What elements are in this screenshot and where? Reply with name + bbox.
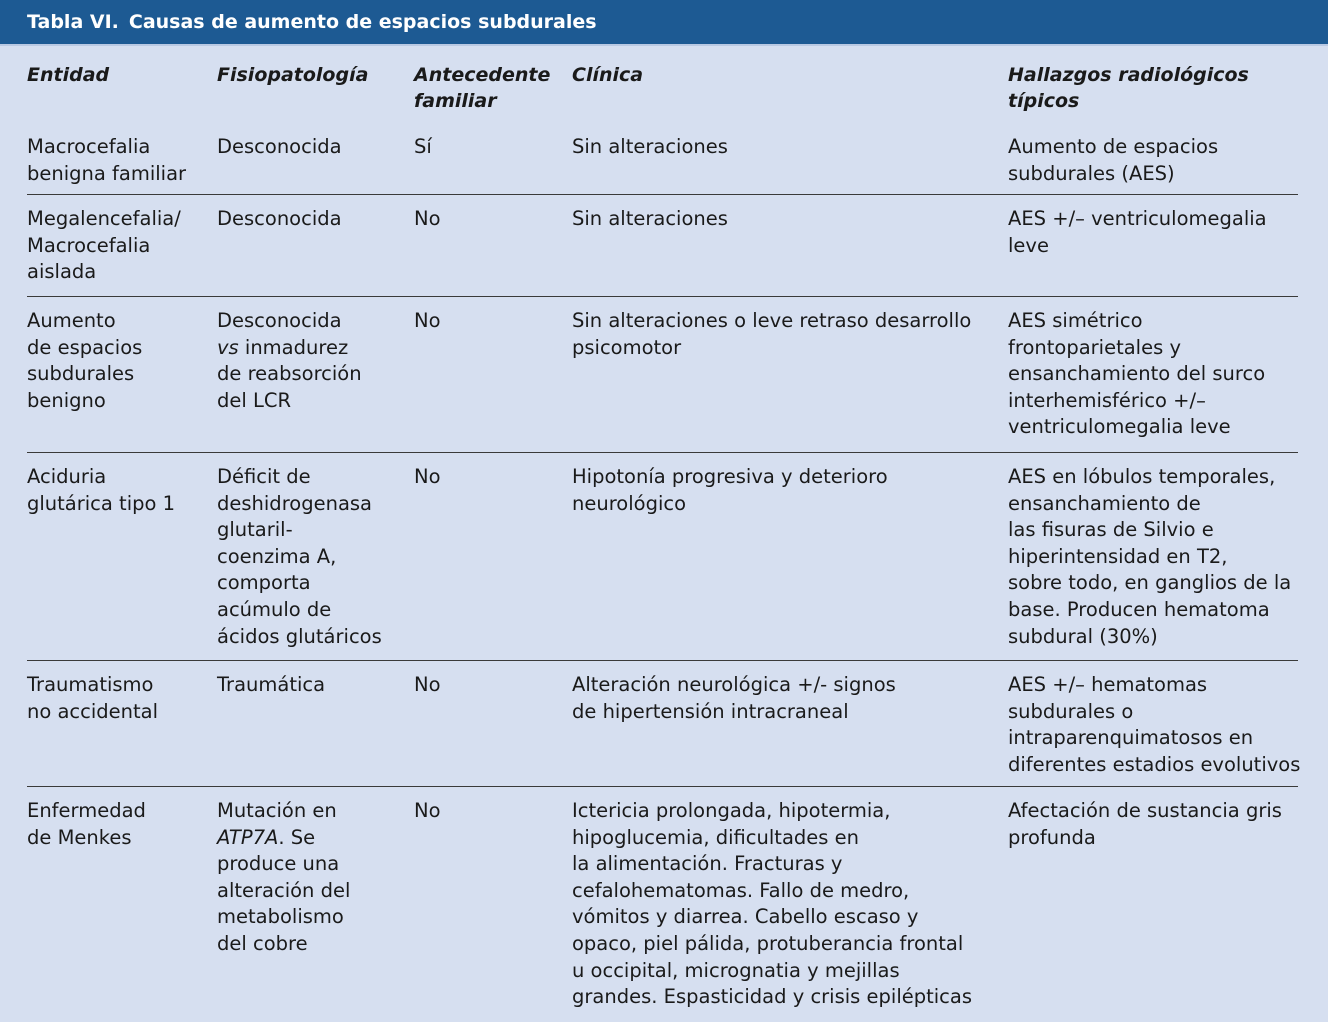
cell-line: Enfermedad <box>27 799 146 822</box>
cell-line: Sin alteraciones o leve retraso desarrollo <box>572 309 972 332</box>
table-title-bar <box>0 0 1328 46</box>
cell-line: opaco, piel pálida, protuberancia frontal <box>572 931 964 955</box>
cell-line: subdurales o <box>1008 699 1134 723</box>
cell-line: Traumática <box>217 673 326 696</box>
cell-line: de hipertensión intracraneal <box>572 699 849 723</box>
header-hallazgos-line2: típicos <box>1008 90 1080 112</box>
cell-antecedente: No <box>414 673 441 696</box>
cell-line: glutaril- <box>217 518 293 542</box>
cell-line: Sin alteraciones <box>572 207 728 230</box>
cell-entidad <box>27 206 212 286</box>
header-antecedente <box>414 62 564 114</box>
cell-line: Hipotonía progresiva y deterioro <box>572 465 888 488</box>
cell-line: interhemisférico +/– <box>1008 388 1206 412</box>
cell-entidad <box>27 464 212 517</box>
header-hallazgos <box>1008 62 1320 114</box>
cell-line: AES +/– ventriculomegalia <box>1008 207 1267 230</box>
cell-antecedente: No <box>414 207 441 230</box>
cell-line: del cobre <box>217 931 308 955</box>
cell-entidad <box>27 134 212 187</box>
cell-clinica <box>572 464 1002 517</box>
cell-hallazgos <box>1008 206 1320 259</box>
cell-line: Ictericia prolongada, hipotermia, <box>572 799 891 822</box>
row-divider <box>27 452 1298 453</box>
cell-line: Desconocida <box>217 135 342 158</box>
cell-fisiopatologia <box>217 464 407 650</box>
cell-hallazgos <box>1008 672 1320 778</box>
cell-fisiopatologia <box>217 798 407 958</box>
cell-line: neurológico <box>572 491 687 515</box>
cell-line: benigno <box>27 388 106 412</box>
cell-line: sobre todo, en ganglios de la <box>1008 571 1292 595</box>
cell-line: subdurales <box>27 362 135 386</box>
cell-line <box>217 335 407 362</box>
header-entidad: Entidad <box>27 64 110 86</box>
header-hallazgos-line1: Hallazgos radiológicos <box>1008 64 1249 86</box>
cell-line: de espacios <box>27 335 143 359</box>
cell-line: aislada <box>27 260 97 284</box>
cell-line: AES en lóbulos temporales, <box>1008 465 1276 488</box>
cell-antecedente: No <box>414 465 441 488</box>
row-divider <box>27 296 1298 297</box>
table-caption: Causas de aumento de espacios subdurales <box>128 11 597 33</box>
cell-hallazgos <box>1008 798 1320 851</box>
cell-line: Desconocida <box>217 309 342 332</box>
cell-line: acúmulo de <box>217 597 332 621</box>
cell-line: la alimentación. Fracturas y <box>572 852 843 876</box>
cell-entidad <box>27 798 212 851</box>
cell-line: Aumento <box>27 309 116 332</box>
cell-line: ensanchamiento del surco <box>1008 362 1266 386</box>
cell-line: ácidos glutáricos <box>217 624 382 648</box>
cell-line: psicomotor <box>572 335 682 359</box>
cell-line: comporta <box>217 571 311 595</box>
row-divider <box>27 660 1298 661</box>
cell-line: deshidrogenasa <box>217 491 373 515</box>
italic-gene-name: ATP7A <box>217 825 279 849</box>
cell-hallazgos <box>1008 308 1320 441</box>
cell-line: grandes. Espasticidad y crisis epilépticas <box>572 985 973 1009</box>
cell-fisiopatologia <box>217 134 407 161</box>
cell-line-rest: . Se <box>278 825 316 849</box>
header-antecedente-line1: Antecedente <box>414 64 551 86</box>
cell-line: subdurales (AES) <box>1008 161 1175 185</box>
cell-line: frontoparietales y <box>1008 335 1181 359</box>
header-fisiopatologia: Fisiopatología <box>217 64 369 86</box>
cell-line: glutárica tipo 1 <box>27 491 176 515</box>
cell-line: AES simétrico <box>1008 309 1143 332</box>
cell-fisiopatologia <box>217 206 407 233</box>
cell-hallazgos <box>1008 134 1320 187</box>
cell-line: u occipital, micrognatia y mejillas <box>572 958 900 982</box>
cell-line: del LCR <box>217 388 292 412</box>
cell-antecedente: Sí <box>414 135 432 158</box>
cell-fisiopatologia <box>217 308 407 414</box>
table-number: Tabla VI. <box>27 11 119 33</box>
cell-line: leve <box>1008 233 1049 257</box>
cell-hallazgos <box>1008 464 1320 650</box>
cell-line: alteración del <box>217 878 351 902</box>
cell-line <box>217 825 407 852</box>
cell-line: produce una <box>217 852 340 876</box>
cell-line: Alteración neurológica +/- signos <box>572 673 896 696</box>
cell-line: AES +/– hematomas <box>1008 673 1208 696</box>
cell-line: coenzima A, <box>217 544 337 568</box>
row-divider <box>27 194 1298 195</box>
cell-antecedente: No <box>414 799 441 822</box>
cell-line: las fisuras de Silvio e <box>1008 518 1214 542</box>
cell-line: Aumento de espacios <box>1008 135 1219 158</box>
cell-line: hipoglucemia, dificultades en <box>572 825 859 849</box>
cell-line: benigna familiar <box>27 161 187 185</box>
cell-line: vómitos y diarrea. Cabello escaso y <box>572 905 919 929</box>
table-header-row <box>0 62 1328 122</box>
cell-line: de reabsorción <box>217 362 362 386</box>
cell-line: hiperintensidad en T2, <box>1008 544 1228 568</box>
cell-line: Macrocefalia <box>27 135 151 158</box>
cell-line: cefalohematomas. Fallo de medro, <box>572 878 910 902</box>
cell-clinica <box>572 798 1002 1011</box>
cell-line: Déficit de <box>217 465 311 488</box>
cell-clinica <box>572 206 1002 233</box>
cell-line: de Menkes <box>27 825 132 849</box>
cell-line: subdural (30%) <box>1008 624 1158 648</box>
cell-line: no accidental <box>27 699 159 723</box>
cell-line: base. Producen hematoma <box>1008 597 1270 621</box>
cell-line: intraparenquimatosos en <box>1008 726 1254 750</box>
cell-line-rest: inmadurez <box>238 335 349 359</box>
cell-line: Sin alteraciones <box>572 135 728 158</box>
cell-line: metabolismo <box>217 905 344 929</box>
table-title <box>27 11 597 33</box>
cell-antecedente: No <box>414 309 441 332</box>
cell-line: diferentes estadios evolutivos <box>1008 752 1301 776</box>
cell-entidad <box>27 672 212 725</box>
italic-vs: vs <box>217 335 239 359</box>
row-divider <box>27 786 1298 787</box>
cell-line: profunda <box>1008 825 1096 849</box>
cell-line: Traumatismo <box>27 673 154 696</box>
cell-line: Mutación en <box>217 799 337 822</box>
cell-line: Desconocida <box>217 207 342 230</box>
cell-fisiopatologia <box>217 672 407 699</box>
cell-clinica <box>572 134 1002 161</box>
cell-line: Macrocefalia <box>27 233 151 257</box>
cell-clinica <box>572 308 1002 361</box>
header-clinica: Clínica <box>572 64 644 86</box>
cell-line: Megalencefalia/ <box>27 207 181 230</box>
cell-line: Afectación de sustancia gris <box>1008 799 1282 822</box>
cell-line: Aciduria <box>27 465 107 488</box>
cell-clinica <box>572 672 1002 725</box>
cell-line: ensanchamiento de <box>1008 491 1201 515</box>
cell-line: ventriculomegalia leve <box>1008 415 1231 439</box>
header-antecedente-line2: familiar <box>414 90 497 112</box>
cell-entidad <box>27 308 212 414</box>
